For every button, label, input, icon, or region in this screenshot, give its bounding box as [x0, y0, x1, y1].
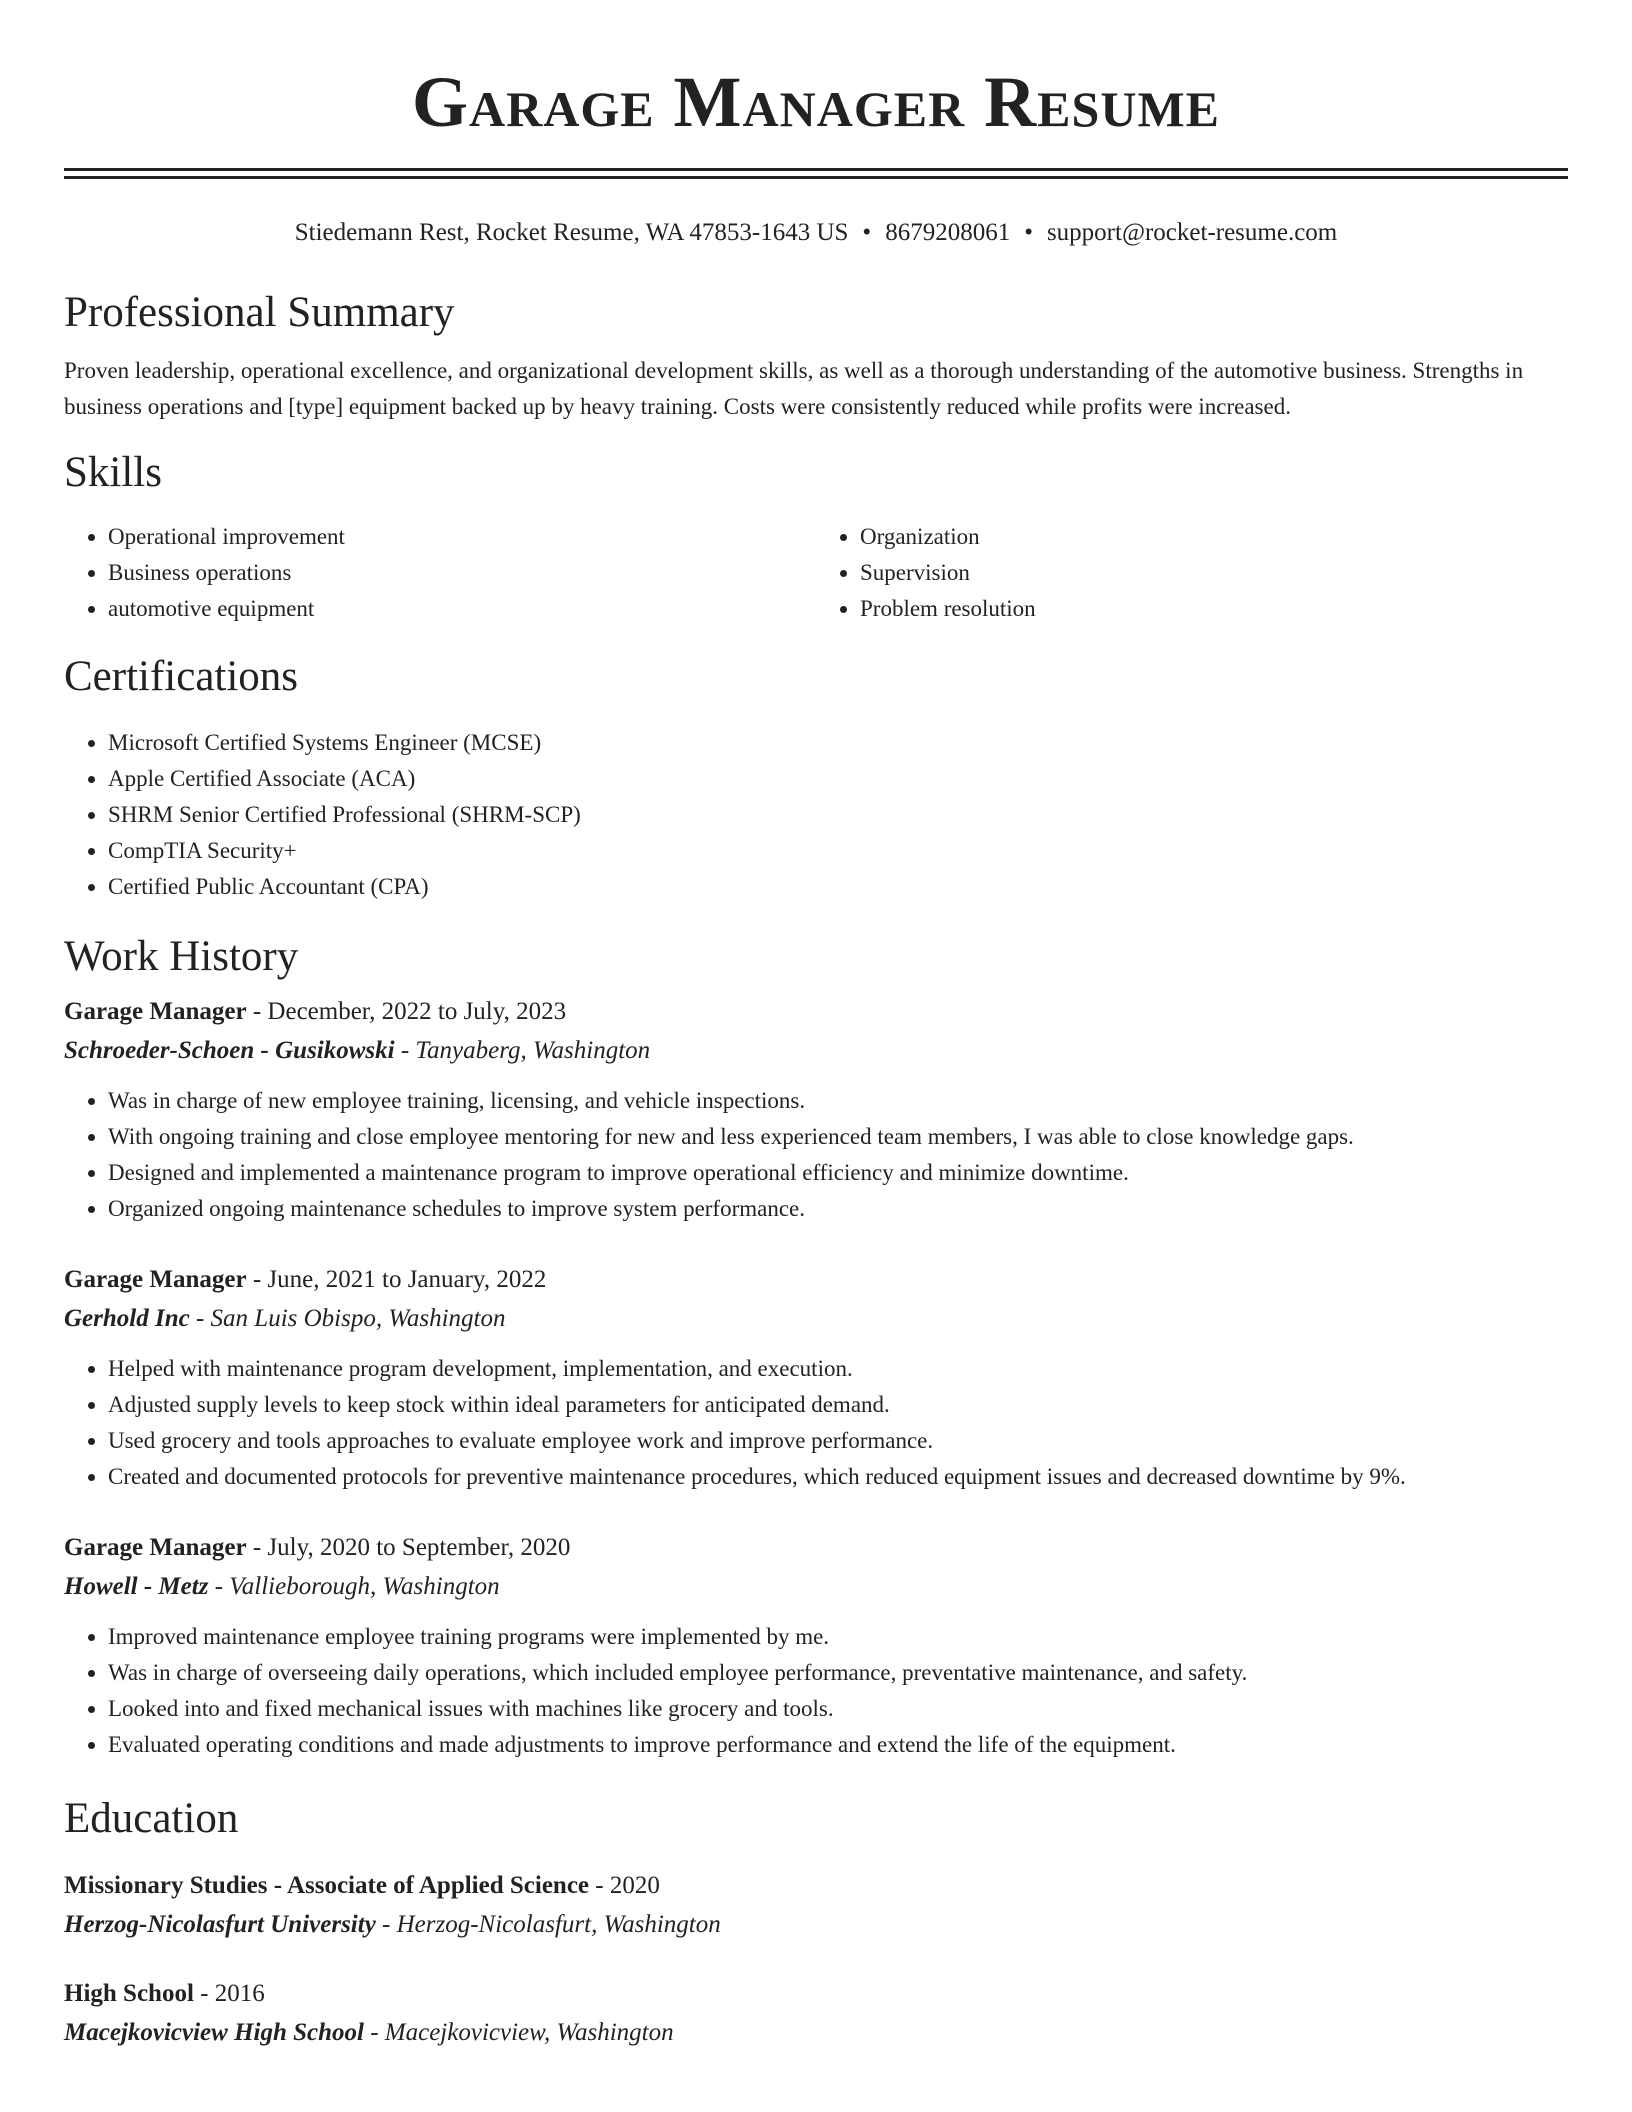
certification-item: • Apple Certified Associate (ACA) — [108, 761, 1568, 797]
education-location: - Herzog-Nicolasfurt, Washington — [375, 1911, 721, 1938]
skill-item: • Organization — [860, 519, 1568, 555]
education-degree: High School — [64, 1980, 194, 2007]
skills-column-left — [64, 519, 816, 627]
certification-item: • CompTIA Security+ — [108, 833, 1568, 869]
contact-separator: • — [862, 219, 872, 246]
contact-address: Stiedemann Rest, Rocket Resume, WA 47853-1643 US — [294, 219, 849, 246]
section-heading-work-history: Work History — [64, 933, 299, 980]
job-bullet: • Helped with maintenance program development, implementation, and execution. — [108, 1351, 1568, 1387]
section-heading-education: Education — [64, 1795, 239, 1842]
skills-column-right — [816, 519, 1568, 627]
job-location: - Tanyaberg, Washington — [394, 1037, 651, 1064]
job-entry — [64, 1529, 1568, 1763]
job-bullet: • Improved maintenance employee training programs were implemented by me. — [108, 1619, 1568, 1655]
skill-item: • Supervision — [860, 555, 1568, 591]
job-bullets — [64, 1083, 1568, 1227]
certification-item: • Certified Public Accountant (CPA) — [108, 869, 1568, 905]
skills-list — [64, 519, 1568, 627]
job-company: Schroeder-Schoen - Gusikowski — [64, 1037, 395, 1064]
contact-email[interactable]: support@rocket-resume.com — [1046, 219, 1338, 246]
education-school: Herzog-Nicolasfurt University — [64, 1911, 376, 1938]
education-year: - 2020 — [589, 1872, 660, 1899]
job-bullet: • Organized ongoing maintenance schedules to improve system performance. — [108, 1191, 1568, 1227]
job-bullet: • Used grocery and tools approaches to evaluate employee work and improve performance. — [108, 1423, 1568, 1459]
job-company-line — [64, 1567, 1568, 1607]
job-bullets — [64, 1619, 1568, 1763]
job-title: Garage Manager — [64, 998, 247, 1025]
job-bullet: • Designed and implemented a maintenance program to improve operational efficiency and minimize downtime. — [108, 1155, 1568, 1191]
job-company-line — [64, 1299, 1568, 1339]
skill-item: • automotive equipment — [108, 591, 816, 627]
education-year: - 2016 — [193, 1980, 265, 2007]
job-bullet: • With ongoing training and close employee mentoring for new and less experienced team members, I was able to close knowledge gaps. — [108, 1119, 1568, 1155]
education-degree: Missionary Studies - Associate of Applied Science — [64, 1872, 590, 1899]
job-dates: - December, 2022 to July, 2023 — [246, 998, 567, 1025]
contact-phone: 8679208061 — [885, 219, 1011, 246]
job-location: - Vallieborough, Washington — [208, 1573, 500, 1600]
job-company-line — [64, 1031, 1568, 1071]
education-degree-line — [64, 1867, 1568, 1905]
job-dates: - June, 2021 to January, 2022 — [246, 1266, 547, 1293]
title-divider — [64, 168, 1568, 179]
job-bullet: • Was in charge of overseeing daily operations, which included employee performance, preventative maintenance, and safety. — [108, 1655, 1568, 1691]
skill-item: • Problem resolution — [860, 591, 1568, 627]
job-title: Garage Manager — [64, 1266, 247, 1293]
job-company: Gerhold Inc — [64, 1305, 190, 1332]
education-school-line — [64, 2013, 1568, 2053]
education-location: - Macejkovicview, Washington — [363, 2019, 674, 2046]
job-dates: - July, 2020 to September, 2020 — [246, 1534, 571, 1561]
job-role-line — [64, 1529, 1568, 1567]
job-bullet: • Evaluated operating conditions and made adjustments to improve performance and extend the life of the equipment. — [108, 1727, 1568, 1763]
section-heading-skills: Skills — [64, 449, 162, 496]
job-company: Howell - Metz — [64, 1573, 209, 1600]
job-role-line — [64, 1261, 1568, 1299]
education-school-line — [64, 1905, 1568, 1945]
education-school: Macejkovicview High School — [64, 2019, 364, 2046]
certification-item: • SHRM Senior Certified Professional (SHRM-SCP) — [108, 797, 1568, 833]
job-role-line — [64, 993, 1568, 1031]
job-location: - San Luis Obispo, Washington — [189, 1305, 506, 1332]
certification-item: • Microsoft Certified Systems Engineer (MCSE) — [108, 725, 1568, 761]
education-entry — [64, 1975, 1568, 2053]
certifications-list — [64, 725, 1568, 905]
job-entry — [64, 1261, 1568, 1495]
job-bullet: • Looked into and fixed mechanical issues with machines like grocery and tools. — [108, 1691, 1568, 1727]
resume-title: Garage Manager Resume — [411, 62, 1220, 142]
contact-separator: • — [1024, 219, 1033, 246]
education-entry — [64, 1867, 1568, 1945]
job-bullet: • Was in charge of new employee training, licensing, and vehicle inspections. — [108, 1083, 1568, 1119]
job-bullet: • Created and documented protocols for preventive maintenance procedures, which reduced equipment issues and decreased downtime by 9%. — [108, 1459, 1568, 1495]
section-heading-certifications: Certifications — [64, 653, 299, 700]
contact-line — [64, 217, 1568, 249]
job-title: Garage Manager — [64, 1534, 247, 1561]
section-heading-summary: Professional Summary — [64, 289, 455, 336]
job-bullet: • Adjusted supply levels to keep stock within ideal parameters for anticipated demand. — [108, 1387, 1568, 1423]
job-bullets — [64, 1351, 1568, 1495]
summary-text: Proven leadership, operational excellence, and organizational development skills, as well as a thorough understanding of the automotive business. Strengths in business operations and [type] equipment backed up by heavy training. Costs were consistently reduced while profits were increased. — [64, 358, 1524, 419]
skill-item: • Operational improvement — [108, 519, 816, 555]
education-degree-line — [64, 1975, 1568, 2013]
job-entry — [64, 993, 1568, 1227]
skill-item: • Business operations — [108, 555, 816, 591]
